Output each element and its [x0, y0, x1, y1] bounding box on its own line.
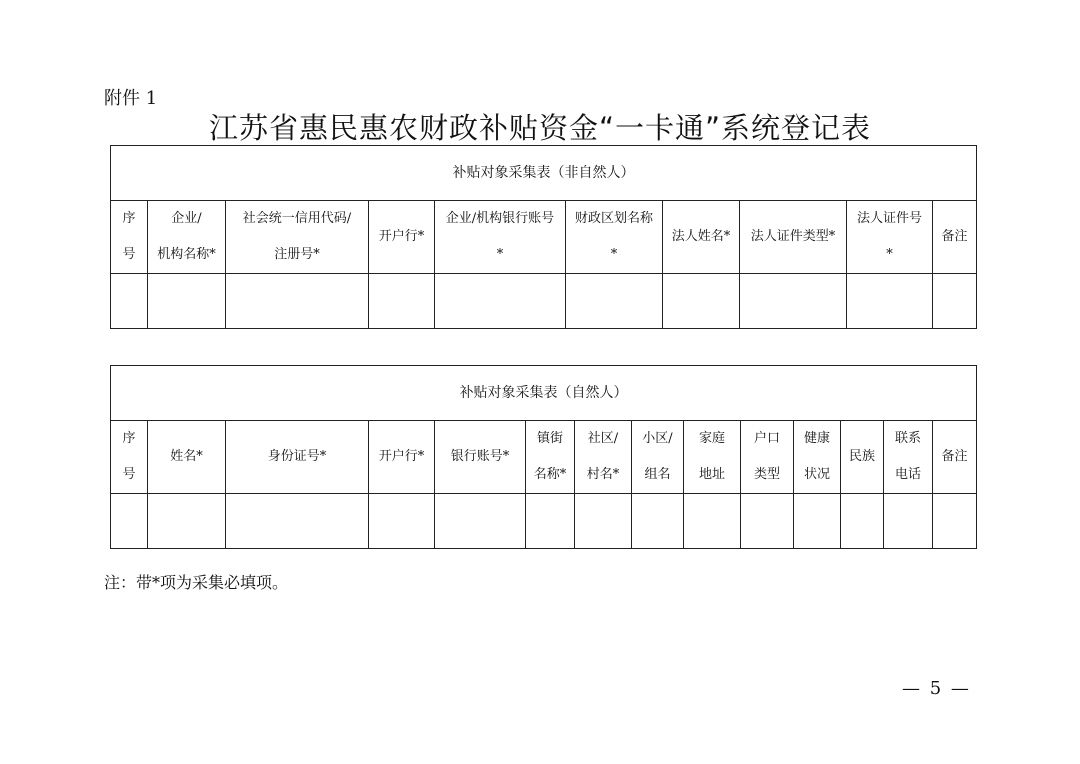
entry-cell[interactable]	[369, 274, 435, 329]
entry-cell[interactable]	[226, 494, 369, 549]
natural-person-table	[110, 365, 977, 549]
header-cell: 序 号	[111, 421, 148, 494]
entry-cell[interactable]	[526, 494, 575, 549]
header-cell: 户口 类型	[741, 421, 794, 494]
entry-cell[interactable]	[226, 274, 369, 329]
entry-cell[interactable]	[884, 494, 933, 549]
header-cell: 小区/ 组名	[632, 421, 684, 494]
table-header-row	[111, 421, 977, 494]
entry-cell[interactable]	[740, 274, 847, 329]
header-cell: 备注	[933, 201, 977, 274]
header-cell: 社会统一信用代码/ 注册号*	[226, 201, 369, 274]
header-cell: 镇街 名称*	[526, 421, 575, 494]
entry-cell[interactable]	[663, 274, 740, 329]
header-cell: 健康 状况	[794, 421, 841, 494]
header-cell: 联系 电话	[884, 421, 933, 494]
entry-cell[interactable]	[575, 494, 632, 549]
entry-cell[interactable]	[847, 274, 933, 329]
footnote: 注：带*项为采集必填项。	[104, 573, 289, 592]
non-natural-person-table	[110, 145, 977, 329]
entry-cell[interactable]	[933, 274, 977, 329]
header-cell: 民族	[841, 421, 884, 494]
header-cell: 家庭 地址	[684, 421, 741, 494]
header-cell: 社区/ 村名*	[575, 421, 632, 494]
header-cell: 开户行*	[369, 201, 435, 274]
entry-cell[interactable]	[632, 494, 684, 549]
header-cell: 开户行*	[369, 421, 435, 494]
header-cell: 备注	[933, 421, 977, 494]
entry-cell[interactable]	[148, 494, 226, 549]
header-cell: 银行账号*	[435, 421, 526, 494]
table-header-row	[111, 201, 977, 274]
entry-cell[interactable]	[684, 494, 741, 549]
header-cell: 法人姓名*	[663, 201, 740, 274]
table-caption: 补贴对象采集表（自然人）	[111, 366, 977, 421]
page-title: 江苏省惠民惠农财政补贴资金“一卡通”系统登记表	[208, 111, 872, 145]
attachment-label: 附件 1	[104, 88, 158, 109]
header-cell: 企业/机构银行账号 *	[435, 201, 566, 274]
entry-cell[interactable]	[111, 494, 148, 549]
header-cell: 序 号	[111, 201, 148, 274]
header-cell: 法人证件类型*	[740, 201, 847, 274]
entry-cell[interactable]	[794, 494, 841, 549]
table-row	[111, 274, 977, 329]
page-number: — 5 —	[902, 678, 971, 699]
entry-cell[interactable]	[933, 494, 977, 549]
header-cell: 身份证号*	[226, 421, 369, 494]
entry-cell[interactable]	[435, 494, 526, 549]
entry-cell[interactable]	[741, 494, 794, 549]
header-cell: 企业/ 机构名称*	[148, 201, 226, 274]
entry-cell[interactable]	[566, 274, 663, 329]
table-row	[111, 494, 977, 549]
header-cell: 姓名*	[148, 421, 226, 494]
entry-cell[interactable]	[369, 494, 435, 549]
entry-cell[interactable]	[111, 274, 148, 329]
table-caption: 补贴对象采集表（非自然人）	[111, 146, 977, 201]
entry-cell[interactable]	[435, 274, 566, 329]
entry-cell[interactable]	[148, 274, 226, 329]
header-cell: 法人证件号 *	[847, 201, 933, 274]
entry-cell[interactable]	[841, 494, 884, 549]
header-cell: 财政区划名称 *	[566, 201, 663, 274]
